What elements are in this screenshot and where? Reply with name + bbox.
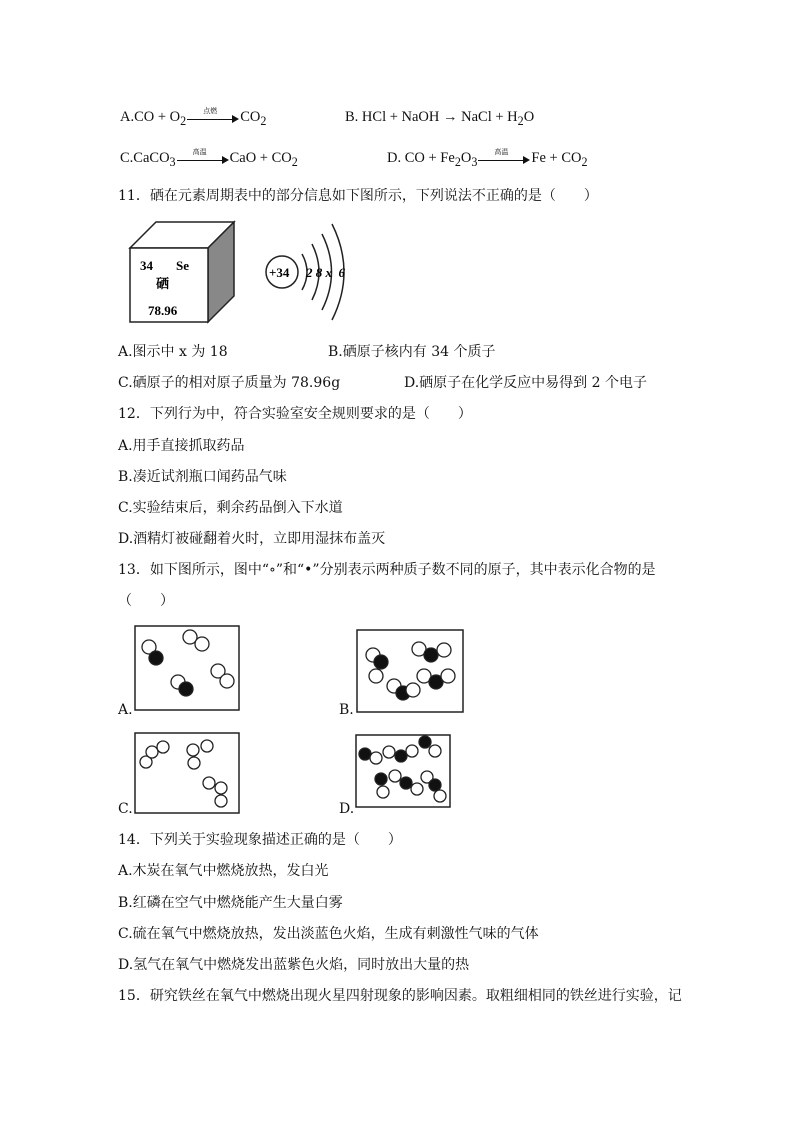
electron-shells: 2 8 x 6: [306, 265, 345, 280]
q14-option-b: B.红磷在空气中燃烧能产生大量白雾: [118, 895, 343, 911]
q13-label-c: C.: [118, 801, 133, 817]
q15-stem: 15．研究铁丝在氧气中燃烧出现火星四射现象的影响因素。取粗细相同的铁丝进行实验，记: [118, 988, 682, 1004]
q12-option-c: C.实验结束后，剩余药品倒入下水道: [118, 500, 343, 516]
q12-option-d: D.酒精灯被碰翻着火时，立即用湿抹布盖灭: [118, 531, 386, 547]
q10-option-c: C.CaCO$_3$ 高温 CaO + $CO_2$: [120, 147, 298, 169]
q14-option-a: A.木炭在氧气中燃烧放热，发白光: [118, 863, 329, 879]
q12-option-a: A.用手直接抓取药品: [118, 438, 245, 454]
reaction-arrow: 高温: [478, 152, 530, 166]
q11-option-b: B.硒原子核内有 34 个质子: [328, 344, 496, 360]
q12-stem: 12．下列行为中，符合实验室安全规则要求的是（ ）: [118, 406, 472, 422]
element-symbol: Se: [176, 258, 189, 273]
molecule-box-a: [134, 625, 240, 711]
molecule-box-c: [134, 732, 240, 814]
q13-paren: （ ）: [118, 593, 174, 609]
atomic-number: 34: [140, 258, 153, 273]
nucleus-charge: +34: [269, 265, 290, 280]
molecule-box-b: [356, 629, 464, 713]
q13-label-d: D.: [339, 801, 355, 817]
q11-option-c: C.硒原子的相对原子质量为 78.96g: [118, 375, 341, 391]
q14-stem: 14．下列关于实验现象描述正确的是（ ）: [118, 832, 402, 848]
q11-option-a: A.图示中 x 为 18: [118, 344, 228, 360]
q10-option-d: D. CO + $Fe_2O_3$ 高温 $Fe + CO_2$: [387, 147, 588, 169]
q13-stem: 13．如下图所示，图中“∘”和“•”分别表示两种质子数不同的原子，其中表示化合物的是: [118, 562, 656, 578]
atomic-mass: 78.96: [148, 303, 178, 318]
q11-option-d: D.硒原子在化学反应中易得到 2 个电子: [404, 375, 647, 391]
q14-option-d: D.氢气在氧气中燃烧发出蓝紫色火焰，同时放出大量的热: [118, 957, 470, 973]
q12-option-b: B.凑近试剂瓶口闻药品气味: [118, 469, 287, 485]
reaction-arrow: 点燃: [187, 111, 239, 125]
q13-label-a: A.: [118, 702, 133, 718]
q10-option-b: B. HCl + NaOH → NaCl + $H_2O$: [345, 109, 535, 128]
q14-option-c: C.硫在氧气中燃烧放热，发出淡蓝色火焰，生成有刺激性气味的气体: [118, 926, 539, 942]
molecule-box-d: [355, 734, 451, 808]
element-name: 硒: [156, 277, 170, 292]
q13-label-b: B.: [339, 702, 354, 718]
q10-option-a: $A.CO + O_2$ 点燃 $CO_2$: [120, 106, 267, 128]
element-cube-figure: [126, 218, 238, 324]
reaction-arrow: 高温: [177, 152, 229, 166]
atom-structure-diagram: [262, 218, 362, 324]
q11-stem: 11．硒在元素周期表中的部分信息如下图所示，下列说法不正确的是（ ）: [118, 188, 598, 204]
